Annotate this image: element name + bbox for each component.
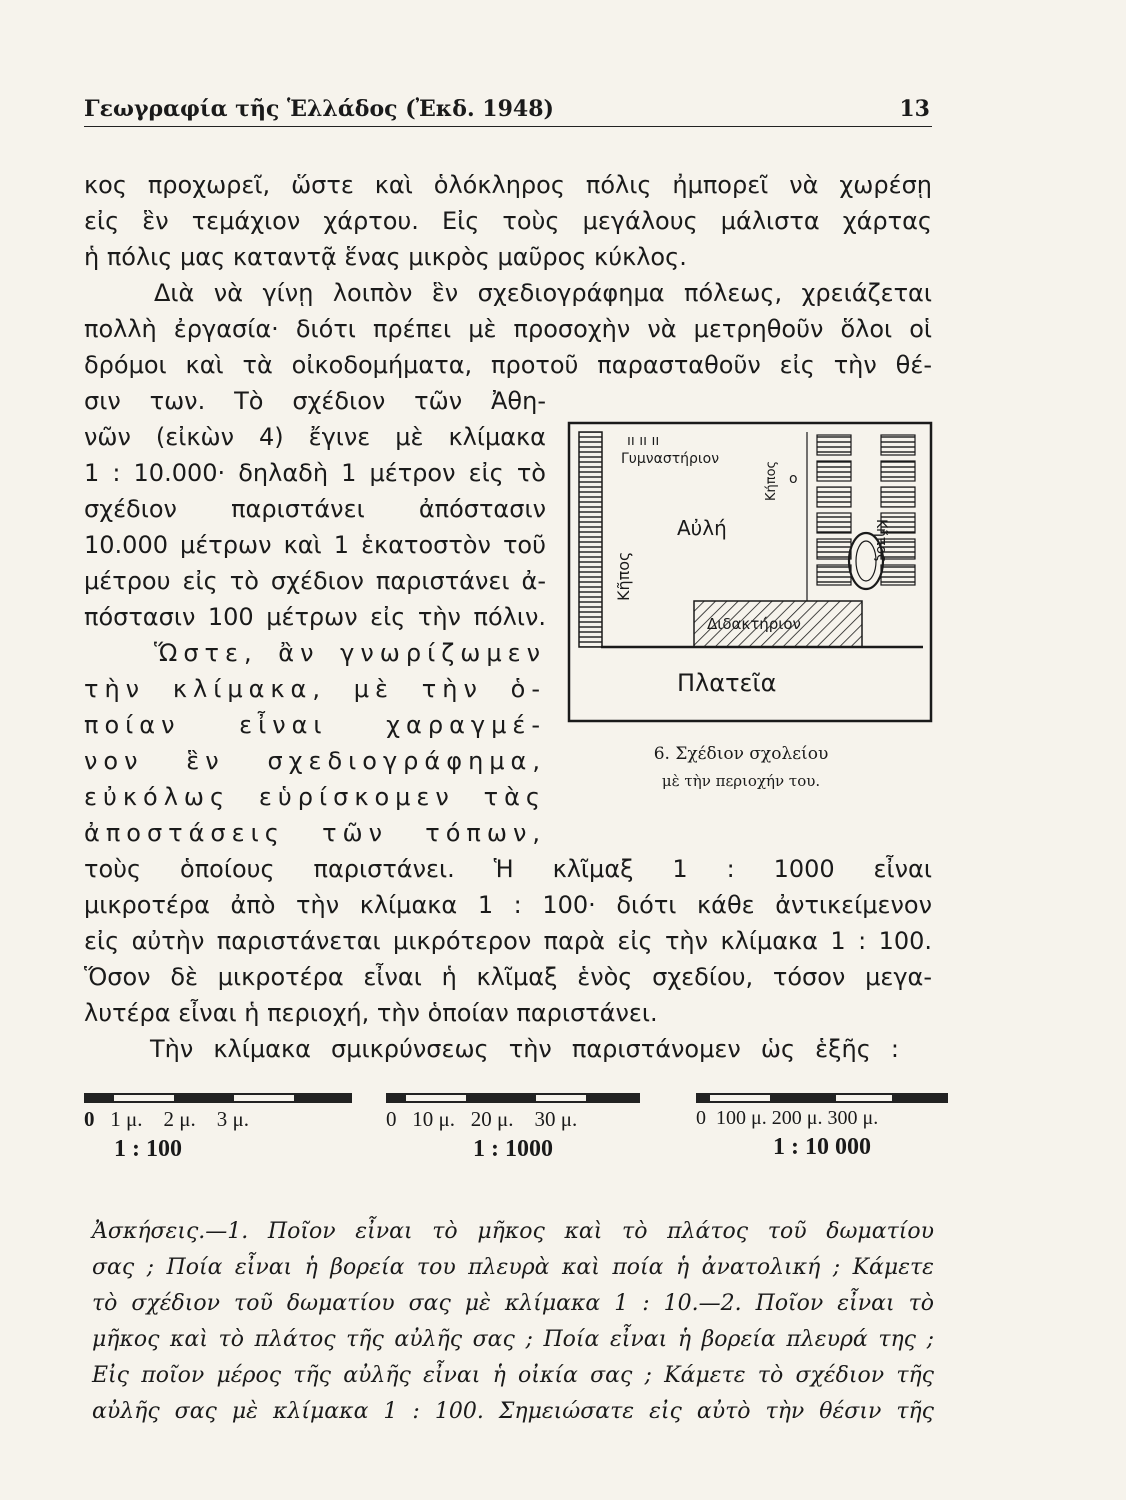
garden-bed	[881, 461, 915, 481]
text-line: νον ἓν σχεδιογράφημα,	[84, 747, 546, 775]
scale-bar-graphic	[84, 1093, 352, 1103]
text-line: ἀποστάσεις τῶν τόπων,	[84, 819, 546, 847]
exercise-line: σας ; Ποία εἶναι ἡ βορεία του πλευρὰ καὶ ποία ἡ ἀνατολική ; Κάμετε	[92, 1255, 934, 1280]
garden-bed	[881, 435, 915, 455]
garden-bed	[881, 487, 915, 507]
garden-bed	[817, 435, 851, 455]
text-line: τοὺς ὁποίους παριστάνει. Ἡ κλῖμαξ 1 : 1000 εἶναι	[84, 855, 932, 883]
figure-caption-line1: 6. Σχέδιον σχολείου	[653, 744, 829, 764]
scale-bar-1-1000	[386, 1093, 640, 1163]
text-line: εἰς αὐτὴν παριστάνεται μικρότερον παρὰ εἰς τὴν κλίμακα 1 : 100.	[84, 927, 932, 955]
text-line: Ὅσον δὲ μικροτέρα εἶναι ἡ κλῖμαξ ἑνὸς σχεδίου, τόσον μεγα-	[84, 963, 932, 991]
garden-bed	[817, 487, 851, 507]
scale-bar-graphic	[386, 1093, 640, 1103]
text-line: Τὴν κλίμακα σμικρύνσεως τὴν παριστάνομεν ὡς ἑξῆς :	[150, 1035, 899, 1063]
garden-bed	[817, 565, 851, 585]
scale-ticks: 0 100 μ. 200 μ. 300 μ.	[696, 1107, 879, 1129]
scale-bar-1-10000	[696, 1093, 948, 1161]
west-building	[579, 432, 602, 647]
running-header	[84, 96, 932, 127]
text-line: ποίαν εἶναι χαραγμέ-	[84, 711, 546, 739]
page-number: 13	[899, 96, 930, 122]
text-line: δρόμοι καὶ τὰ οἰκοδομήματα, προτοῦ παρασταθοῦν εἰς τὴν θέ-	[84, 351, 932, 379]
gym-label: Γυμναστήριον	[621, 451, 720, 467]
exercise-line: αὐλῆς σας μὲ κλίμακα 1 : 100. Σημειώσατε εἰς αὐτὸ τὴν θέσιν τῆς	[92, 1399, 934, 1424]
scale-ratio: 1 : 1000	[473, 1136, 553, 1162]
garden-bed	[881, 565, 915, 585]
school-plan-figure	[567, 421, 933, 723]
text-line: ἡ πόλις μας καταντᾷ ἕνας μικρὸς μαῦρος κύκλος.	[84, 243, 687, 271]
garden-bed	[817, 513, 851, 533]
text-line: 1 : 10.000· δηλαδὴ 1 μέτρον εἰς τὸ	[84, 459, 546, 487]
figure-caption-line2: μὲ τὴν περιοχήν του.	[661, 772, 821, 790]
garden-bed	[817, 539, 851, 559]
text-line: Ὥστε, ἂν γνωρίζωμεν	[154, 639, 546, 667]
classroom-label: Διδακτήριον	[707, 615, 801, 633]
text-line: πολλὴ ἐργασία· διότι πρέπει μὲ προσοχὴν νὰ μετρηθοῦν ὅλοι οἱ	[84, 315, 932, 343]
garden-left-label: Κῆπος	[614, 551, 633, 601]
court-label: Αὐλή	[677, 516, 727, 540]
text-line: μικροτέρα ἀπὸ τὴν κλίμακα 1 : 100· διότι κάθε ἀντικείμενον	[84, 891, 932, 919]
exercise-line: μῆκος καὶ τὸ πλάτος τῆς αὐλῆς σας ; Ποία εἶναι ἡ βορεία πλευρά της ;	[92, 1327, 934, 1352]
text-line: νῶν (εἰκὼν 4) ἔγινε μὲ κλίμακα	[84, 423, 546, 451]
exercise-line: Εἰς ποῖον μέρος τῆς αὐλῆς εἶναι ἡ οἰκία σας ; Κάμετε τὸ σχέδιον τῆς	[92, 1363, 934, 1388]
svg-text:ıı ıı ıı: ıı ıı ıı	[627, 433, 660, 449]
text-line: τὴν κλίμακα, μὲ τὴν ὁ-	[84, 675, 546, 703]
yard-label: Κήπος	[764, 460, 779, 501]
text-line: 10.000 μέτρων καὶ 1 ἑκατοστὸν τοῦ	[84, 531, 546, 559]
o-label: ο	[789, 471, 798, 487]
square-label: Πλατεῖα	[677, 669, 777, 697]
text-line: σχέδιον παριστάνει ἀπόστασιν	[84, 495, 546, 523]
header-title: Γεωγραφία τῆς Ἑλλάδος (Ἐκδ. 1948)	[84, 96, 554, 122]
garden-right-label: Κῆπος	[873, 519, 889, 563]
scale-ratio: 1 : 10 000	[773, 1134, 871, 1160]
exercise-line: τὸ σχέδιον τοῦ δωματίου σας μὲ κλίμακα 1 : 10.—2. Ποῖον εἶναι τὸ	[92, 1291, 934, 1316]
text-line: λυτέρα εἶναι ἡ περιοχή, τὴν ὁποίαν παριστάνει.	[84, 999, 658, 1027]
exercise-line: Ἀσκήσεις.—1. Ποῖον εἶναι τὸ μῆκος καὶ τὸ πλάτος τοῦ δωματίου	[92, 1219, 934, 1244]
scale-bar-1-100	[84, 1093, 352, 1163]
scale-ticks: 0 10 μ. 20 μ. 30 μ.	[386, 1107, 578, 1131]
text-line: πόστασιν 100 μέτρων εἰς τὴν πόλιν.	[84, 603, 546, 631]
scale-bar-graphic	[696, 1093, 948, 1103]
scale-ticks: 0 1 μ. 2 μ. 3 μ.	[84, 1107, 250, 1131]
text-line: κος προχωρεῖ, ὥστε καὶ ὁλόκληρος πόλις ἠμπορεῖ νὰ χωρέσῃ	[84, 171, 932, 199]
text-line: εὐκόλως εὑρίσκομεν τὰς	[84, 783, 546, 811]
text-line: σιν των. Τὸ σχέδιον τῶν Ἀθη-	[84, 387, 546, 415]
text-line: Διὰ νὰ γίνῃ λοιπὸν ἓν σχεδιογράφημα πόλεως, χρειάζεται	[154, 279, 932, 307]
scale-ratio: 1 : 100	[114, 1136, 182, 1162]
school-plan-drawing	[567, 421, 933, 723]
garden-bed	[817, 461, 851, 481]
text-line: μέτρου εἰς τὸ σχέδιον παριστάνει ἀ-	[84, 567, 546, 595]
text-line: εἰς ἓν τεμάχιον χάρτου. Εἰς τοὺς μεγάλους μάλιστα χάρτας	[84, 207, 932, 235]
